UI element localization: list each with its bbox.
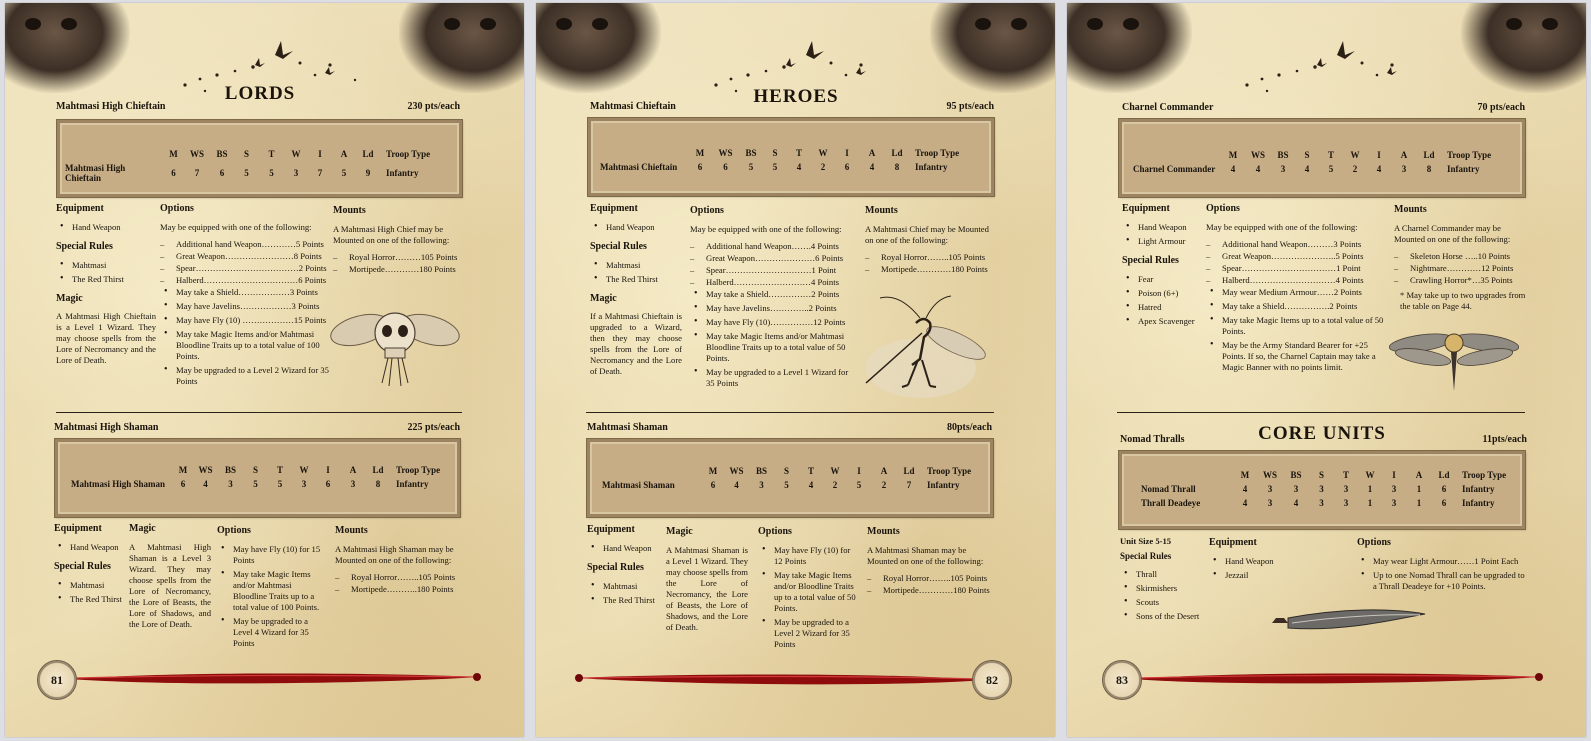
options-column: Options • May wear Light Armour……1 Point Each • Up to one Nomad Thrall can be upgraded to a Thrall Deadeye for +10 Points.	[1357, 537, 1527, 600]
stat-row: Nomad Thrall 4 3 3 3 3 1 3 1 6 Infantry	[1141, 484, 1495, 494]
stat-table: M WS BS S T W I A Ld Troop Type Mahtmasi Chieftain 6 6 5 5 4 2 6 4 8 Infantry	[600, 148, 960, 172]
page-82	[536, 3, 1055, 737]
skull-dragonfly-illustration	[1389, 321, 1519, 393]
divider	[586, 412, 994, 413]
blood-bar-icon	[1107, 664, 1547, 694]
stat-row: Mahtmasi Shaman 6 4 3 5 4 2 5 2 7 Infantry	[602, 480, 960, 490]
skull-icon	[1461, 3, 1586, 93]
dagger-illustration	[1232, 606, 1427, 641]
page-81	[5, 3, 524, 737]
unit-name: Mahtmasi High Chieftain	[56, 101, 166, 112]
page-number: 82	[972, 660, 1012, 700]
equipment-column: Equipment • Hand Weapon Special Rules • Mahtmasi • The Red Thirst Magic A Mahtmasi High Chieftain is a Level 1 Wizard. They may choose spells from the Lore of Necromancy and the Lore of Death.	[56, 203, 156, 372]
magic-column: Magic A Mahtmasi Shaman is a Level 1 Wizard. They may choose spells from the Lore of Necromancy, the Lore of Beasts, the Lore of Shadows, and the Lore of Death.	[666, 526, 748, 632]
section-title: HEROES	[753, 86, 839, 107]
options-column: Options • May have Fly (10) for 12 Points • May take Magic Items and/or Bloodline Traits up to a total value of 50 Points. • May be upgraded to a Level 2 Wizard for 35 Points	[758, 526, 860, 658]
options-column: Options May be equipped with one of the following: – Additional hand Weapon………3 Points – Great Weapon…………………..5 Points – Spear……………………………1 Point – Halberd…………………………4 Points • May wear Medium Armour……2 Points • May take a Shield…………….2 Points • May take Magic Items up to a total value of 50 Points. • May be the Army Standard Bearer for +25 Points. If so, the Charnel Captain may take a Magic Banner with no points limit.	[1206, 203, 1386, 381]
unit-name: Charnel Commander	[1122, 102, 1214, 113]
stat-table: M WS BS S T W I A Ld Troop Type Mahtmasi Shaman 6 4 3 5 4 2 5 2 7 Infantry	[602, 466, 972, 490]
mounts-column: Mounts A Mahtmasi Shaman may be Mounted on one of the following: – Royal Horror……..105 Points – Mortipede…………180 Points	[867, 526, 997, 597]
unit-name: Mahtmasi High Shaman	[54, 422, 159, 433]
section-title: LORDS	[224, 83, 296, 104]
options-column: Options • May have Fly (10) for 15 Points • May take Magic Items and/or Mahtmasi Bloodline Traits up to a total value of 100 Points. • May be upgraded to a Level 4 Wizard for 35 Points	[217, 525, 327, 657]
unit-points: 11pts/each	[1482, 434, 1527, 445]
stat-row: Mahtmasi Chieftain 6 6 5 5 4 2 6 4 8 Infantry	[600, 162, 948, 172]
equipment-column: Equipment • Hand Weapon Special Rules • Mahtmasi • The Red Thirst	[587, 524, 661, 614]
unit-name: Mahtmasi Shaman	[587, 422, 668, 433]
stat-table: M WS BS S T W I A Ld Troop Type Mahtmasi High Chieftain 6 7 6 5 5 3 7 5 9 Infantry	[65, 149, 431, 183]
stat-table: M WS BS S T W I A Ld Troop Type Charnel Commander 4 4 3 4 5 2 4 3 8 Infantry	[1133, 150, 1492, 174]
unit-points: 70 pts/each	[1477, 102, 1525, 113]
page-83	[1067, 3, 1586, 737]
skull-icon	[399, 3, 524, 93]
skull-icon	[536, 3, 661, 93]
skull-icon	[930, 3, 1055, 93]
insect-swarm-icon	[1187, 35, 1467, 95]
unit-points: 225 pts/each	[407, 422, 460, 433]
insect-warrior-illustration	[846, 288, 996, 403]
unit-name: Mahtmasi Chieftain	[590, 101, 676, 112]
page-number: 83	[1102, 660, 1142, 700]
unit-size: Unit Size 5-15	[1120, 536, 1172, 546]
mounts-column: Mounts A Mahtmasi High Chief may be Mounted on one of the following: – Royal Horror………105 Points – Mortipede…………180 Points	[333, 205, 463, 276]
options-column: Options May be equipped with one of the following: – Additional hand Weapon…………5 Points – Great Weapon……………………8 Points – Spear………………………………2 Points – Halberd……………………………6 Points • May take a Shield………………3 Points • May have Javelins………………3 Points • May have Fly (10) ………………15 Points • May take Magic Items and/or Mahtmasi Bloodline Traits up to a total value of 100 Points. • May be upgraded to a Level 2 Wizard for 35 Points	[160, 203, 330, 395]
mounts-column: Mounts A Mahtmasi Chief may be Mounted on one of the following: – Royal Horror……..105 Points – Mortipede…………180 Points	[865, 205, 997, 276]
stat-row: Charnel Commander 4 4 3 4 5 2 4 3 8 Infantry	[1133, 164, 1480, 174]
stat-row: Mahtmasi High Shaman 6 4 3 5 5 3 6 3 8 Infantry	[71, 479, 429, 489]
page-number: 81	[37, 660, 77, 700]
blood-bar-icon	[45, 664, 485, 694]
mounts-column: Mounts A Mahtmasi High Shaman may be Mounted on one of the following: – Royal Horror……..105 Points – Mortipede………..180 Points	[335, 525, 465, 596]
mounts-column: Mounts A Charnel Commander may be Mounted on one of the following: – Skeleton Horse …..10 Points – Nightmare…………12 Points – Crawling Horror*…35 Points * May take up to two upgrades from the table on Page 44.	[1394, 204, 1528, 318]
options-column: Options May be equipped with one of the following: – Additional hand Weapon…….4 Points – Great Weapon…………………6 Points – Spear…………………………1 Point – Halberd………………………4 Points • May take a Shield……………2 Points • May have Javelins…………..2 Points • May have Fly (10)……………12 Points • May take Magic Items and/or Mahtmasi Bloodline Traits up to a total value of 50 Points. • May be upgraded to a Level 1 Wizard for 35 Points	[690, 205, 850, 397]
stat-row: Mahtmasi High Chieftain 6 7 6 5 5 3 7 5 9 Infantry	[65, 163, 419, 183]
unit-points: 80pts/each	[947, 422, 992, 433]
equipment-item: • Hand Weapon	[56, 222, 156, 233]
divider	[56, 412, 462, 413]
equipment-column: Equipment • Hand Weapon Special Rules • Mahtmasi • The Red Thirst	[54, 523, 126, 613]
skull-icon	[1067, 3, 1192, 93]
bat-skull-illustration	[330, 298, 460, 393]
unit-points: 95 pts/each	[946, 101, 994, 112]
stat-row: Thrall Deadeye 4 3 4 3 3 1 3 1 6 Infantry	[1141, 498, 1495, 508]
blood-bar-icon	[571, 665, 1011, 695]
stat-table: M WS BS S T W I A Ld Troop Type Mahtmasi High Shaman 6 4 3 5 5 3 6 3 8 Infantry	[71, 465, 441, 489]
unit-points: 230 pts/each	[407, 101, 460, 112]
equipment-column: Equipment • Hand Weapon • Light Armour Special Rules • Fear • Poison (6+) • Hatred • Apex Scavenger	[1122, 203, 1204, 335]
unit-name: Nomad Thralls	[1120, 434, 1185, 445]
equipment-column: Equipment • Hand Weapon Special Rules • Mahtmasi • The Red Thirst Magic If a Mahtmasi Chieftain is upgraded to a Wizard, then they may choose spells from the Lore of Necromancy and the Lore of Death.	[590, 203, 682, 383]
stat-table: M WS BS S T W I A Ld Troop Type Nomad Thrall 4 3 3 3 3 1 3 1 6 Infantry Thrall Deadeye 4 3 4 3 3 1 3 1 6 Infantry	[1141, 470, 1507, 508]
skull-icon	[5, 3, 130, 93]
equipment-column: Equipment • Hand Weapon • Jezzail	[1209, 537, 1339, 589]
section-title: CORE UNITS	[1258, 423, 1386, 444]
special-rules-column: Unit Size 5-15 Special Rules • Thrall • Skirmishers • Scouts • Sons of the Desert	[1120, 536, 1210, 630]
divider	[1117, 412, 1525, 413]
magic-column: Magic A Mahtmasi High Shaman is a Level 3 Wizard. They may choose spells from the Lore of Necromancy, the Lore of Beasts, the Lore of Shadows, and the Lore of Death.	[129, 523, 211, 629]
